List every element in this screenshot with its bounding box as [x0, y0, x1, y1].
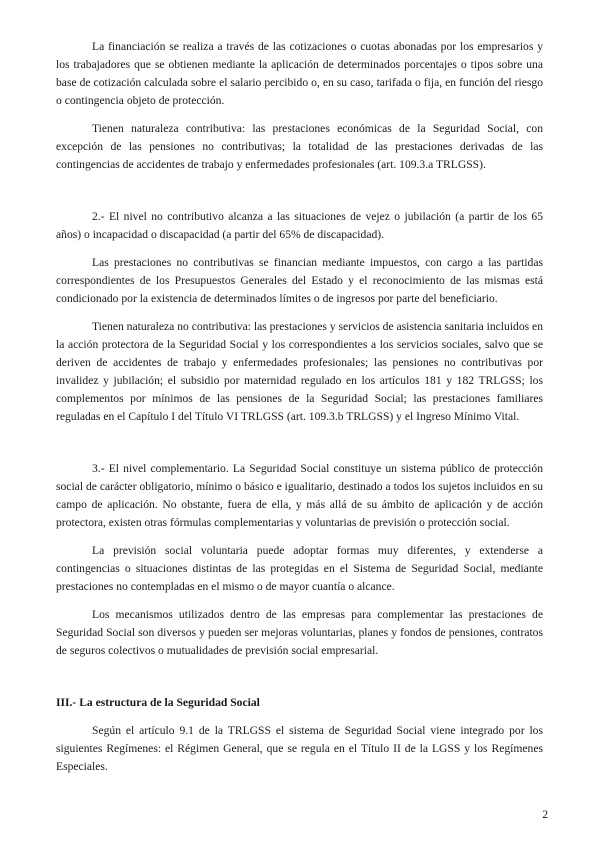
paragraph-non-contributory-nature: Tienen naturaleza no contributiva: las prestaciones y servicios de asistencia sanitaria incluidos en la acción protectora de la Seguridad Social y los correspondientes a los servicios sociales, salvo que se deriven de accidentes de trabajo y enfermedades profesionales; las pensiones no contributivas por invalidez y jubilación; el subsidio por maternidad regulado en los artículos 181 y 182 TRLGSS; los complementos por mínimos de las pensiones de la Seguridad Social; las prestaciones familiares reguladas en el Capítulo I del Título VI TRLGSS (art. 109.3.b TRLGSS) y el Ingreso Mínimo Vital. [56, 320, 543, 423]
paragraph-structure: Según el artículo 9.1 de la TRLGSS el sistema de Seguridad Social viene integrado por los siguientes Regímenes: el Régimen General, que se regula en el Título II de la LGSS y los Regímenes Especiales. [56, 724, 543, 773]
paragraph-contributory-nature: Tienen naturaleza contributiva: las prestaciones económicas de la Seguridad Social, con excepción de las pensiones no contributivas; la totalidad de las prestaciones derivadas de las contingencias de accidentes de trabajo y enfermedades profesionales (art. 109.3.a TRLGSS). [56, 122, 543, 171]
paragraph-non-contributory-level: 2.- El nivel no contributivo alcanza a las situaciones de vejez o jubilación (a partir de los 65 años) o incapacidad o discapacidad (a partir del 65% de discapacidad). [56, 210, 543, 241]
paragraph-complementary-level: 3.- El nivel complementario. La Seguridad Social constituye un sistema público de protección social de carácter obligatorio, mínimo o básico e igualitario, destinado a todos los sujetos incluidos en su campo de aplicación. No obstante, fuera de ella, y más allá de su ámbito de aplicación y de acción protectora, existen otras fórmulas complementarias y voluntarias de previsión o protección social. [56, 462, 543, 529]
page-number: 2 [542, 808, 548, 821]
section-gap [56, 184, 543, 208]
document-page [56, 38, 543, 786]
paragraph-company-mechanisms: Los mecanismos utilizados dentro de las empresas para complementar las prestaciones de Seguridad Social son diversos y pueden ser mejoras voluntarias, planes y fondos de pensiones, contratos de seguros colectivos o mutualidades de previsión social empresarial. [56, 608, 543, 657]
paragraph-voluntary-provision: La previsión social voluntaria puede adoptar formas muy diferentes, y extenderse a contingencias o situaciones distintas de las protegidas en el Sistema de Seguridad Social, mediante prestaciones no contempladas en el mismo o de mayor cuantía o alcance. [56, 544, 543, 593]
section-gap [56, 670, 543, 694]
section-heading: III.- La estructura de la Seguridad Social [56, 696, 260, 709]
paragraph-financing: La financiación se realiza a través de las cotizaciones o cuotas abonadas por los empresarios y los trabajadores que se obtienen mediante la aplicación de determinados porcentajes o tipos sobre una base de cotización calculada sobre el salario percibido o, en su caso, tarifada o fija, en función del riesgo o contingencia objeto de protección. [56, 40, 543, 107]
section-gap [56, 436, 543, 460]
paragraph-non-contributory-financing: Las prestaciones no contributivas se financian mediante impuestos, con cargo a las partidas correspondientes de los Presupuestos Generales del Estado y el reconocimiento de las mismas está condicionado por la existencia de determinados límites o de ingresos por parte del beneficiario. [56, 256, 543, 305]
